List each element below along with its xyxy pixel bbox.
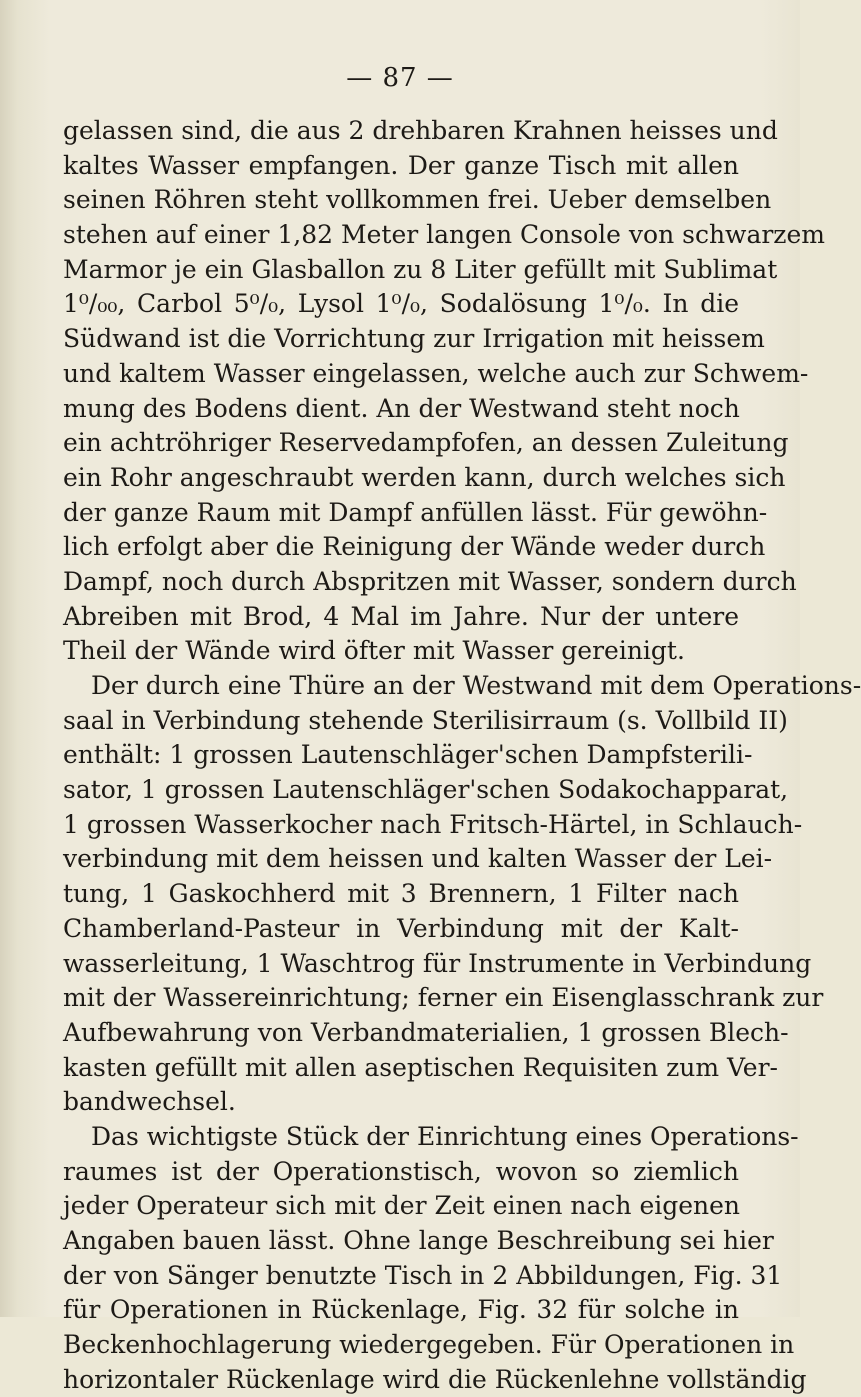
text-line: Beckenhochlagerung wiedergegeben. Für Operationen in	[63, 1330, 795, 1360]
text-line: seinen Röhren steht vollkommen frei. Ueber demselben	[63, 185, 772, 215]
text-line: lich erfolgt aber die Reinigung der Wände weder durch	[63, 532, 766, 562]
text-line: Chamberland-Pasteur in Verbindung mit der Kalt-	[63, 913, 739, 943]
text-line: mung des Bodens dient. An der Westwand steht noch	[63, 393, 740, 423]
text-line: Der durch eine Thüre an der Westwand mit dem Operations-	[91, 671, 861, 700]
text-line: jeder Operateur sich mit der Zeit einen nach eigenen	[63, 1191, 741, 1221]
text-line: Aufbewahrung von Verbandmaterialien, 1 grossen Blech-	[63, 1017, 789, 1047]
page-number: — 87 —	[346, 63, 454, 93]
text-line: raumes ist der Operationstisch, wovon so ziemlich	[63, 1156, 739, 1186]
text-line: Südwand ist die Vorrichtung zur Irrigation mit heissem	[63, 324, 765, 354]
text-line: stehen auf einer 1,82 Meter langen Console von schwarzem	[63, 220, 825, 250]
text-line: für Operationen in Rückenlage, Fig. 32 für solche in	[63, 1295, 739, 1325]
text-line: Marmor je ein Glasballon zu 8 Liter gefüllt mit Sublimat	[63, 254, 778, 284]
text-line: 1 grossen Wasserkocher nach Fritsch-Härtel, in Schlauch-	[63, 809, 803, 839]
text-line: wasserleitung, 1 Waschtrog für Instrumente in Verbindung	[63, 948, 812, 978]
text-line: mit der Wassereinrichtung; ferner ein Eisenglasschrank zur	[63, 983, 824, 1013]
text-line: 1⁰/₀₀, Carbol 5⁰/₀, Lysol 1⁰/₀, Sodalösung 1⁰/₀. In die	[63, 289, 739, 319]
text-line: Dampf, noch durch Abspritzen mit Wasser, sondern durch	[63, 566, 797, 596]
text-line: bandwechsel.	[63, 1087, 236, 1117]
text-line: Das wichtigste Stück der Einrichtung eines Operations-	[91, 1121, 799, 1151]
text-line: saal in Verbindung stehende Sterilisirraum (s. Vollbild II)	[63, 705, 788, 735]
text-line: ein Rohr angeschraubt werden kann, durch welches sich	[63, 462, 786, 492]
text-line: kaltes Wasser empfangen. Der ganze Tisch mit allen	[63, 150, 739, 180]
text-line: Angaben bauen lässt. Ohne lange Beschreibung sei hier	[63, 1226, 774, 1255]
text-line: horizontaler Rückenlage wird die Rückenlehne vollständig	[63, 1364, 807, 1394]
text-line: Abreiben mit Brod, 4 Mal im Jahre. Nur der untere	[63, 601, 739, 631]
text-line: gelassen sind, die aus 2 drehbaren Krahnen heisses und	[63, 116, 778, 145]
text-line: der von Sänger benutzte Tisch in 2 Abbildungen, Fig. 31	[63, 1260, 783, 1290]
text-line: tung, 1 Gaskochherd mit 3 Brennern, 1 Filter nach	[63, 879, 739, 909]
text-line: enthält: 1 grossen Lautenschläger'schen Dampfsterili-	[63, 740, 753, 770]
text-line: der ganze Raum mit Dampf anfüllen lässt. Für gewöhn-	[63, 497, 768, 527]
text-line: und kaltem Wasser eingelassen, welche auch zur Schwem-	[63, 358, 809, 388]
text-line: verbindung mit dem heissen und kalten Wasser der Lei-	[63, 844, 773, 874]
body-text	[63, 114, 861, 1397]
text-line: Theil der Wände wird öfter mit Wasser gereinigt.	[63, 636, 685, 666]
text-line: ein achtröhriger Reservedampfofen, an dessen Zuleitung	[63, 428, 789, 458]
text-line: sator, 1 grossen Lautenschläger'schen Sodakochapparat,	[63, 775, 789, 805]
text-line: kasten gefüllt mit allen aseptischen Requisiten zum Ver-	[63, 1052, 779, 1082]
